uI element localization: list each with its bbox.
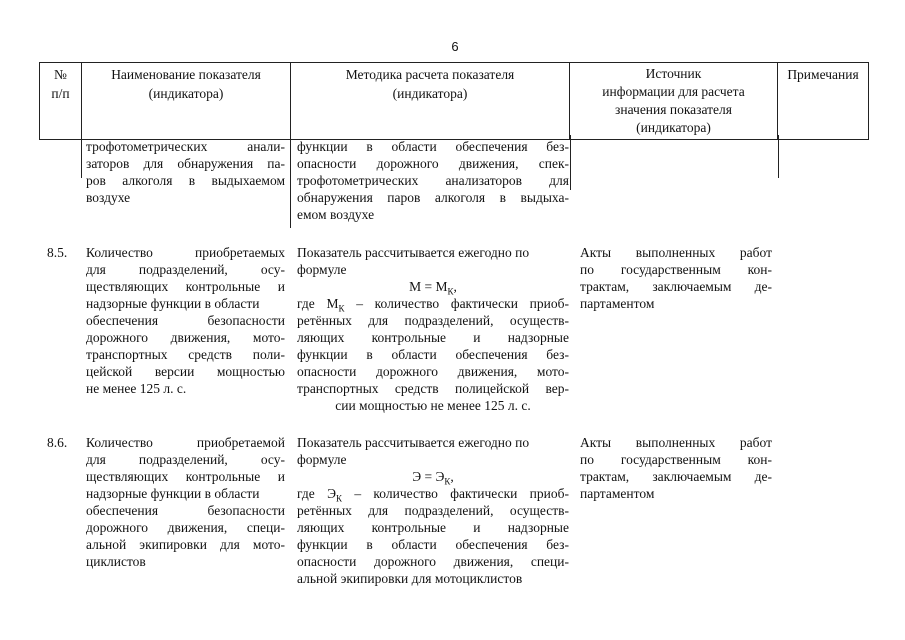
method-line: трофотометрических анализаторов для [297, 173, 569, 188]
method-definition [297, 295, 569, 312]
name-line: ществляющих контрольные и [86, 469, 285, 484]
name-line: обеспечения безопасности [86, 503, 285, 518]
formula-subscript: К [447, 286, 454, 297]
header-method-line: (индикатора) [392, 86, 468, 101]
source-line: по государственным кон- [580, 262, 772, 277]
row-number: 8.5. [47, 245, 68, 260]
continuation-name [86, 138, 285, 206]
method-line: функции в области обеспечения без- [297, 347, 569, 362]
method-line: функции в области обеспечения без- [297, 139, 569, 154]
formula-main: М = М [409, 279, 448, 294]
indicator-name [86, 244, 285, 397]
method-line: альной экипировки для мотоциклистов [297, 571, 523, 586]
page-number: 6 [451, 39, 459, 54]
definition-rest: – количество фактически приоб- [344, 296, 569, 311]
name-line: заторов для обнаружения па- [86, 156, 285, 171]
method-line: формуле [297, 262, 347, 277]
name-line: ществляющих контрольные и [86, 279, 285, 294]
name-line: обеспечения безопасности [86, 313, 285, 328]
name-line: альной экипировки для мото- [86, 537, 285, 552]
name-line: трофотометрических анали- [86, 139, 285, 154]
method-definition [297, 485, 569, 502]
row-number: 8.6. [47, 435, 68, 450]
formula [297, 468, 569, 485]
formula-suffix: , [450, 469, 454, 484]
indicator-name [86, 434, 285, 570]
header-note-label: Примечания [787, 67, 859, 82]
method-line: ляющих контрольные и надзорные [297, 330, 569, 345]
method-line: ляющих контрольные и надзорные [297, 520, 569, 535]
header-source-line: информации для расчета [602, 84, 745, 99]
info-source [580, 434, 772, 502]
source-line: партаментом [580, 486, 655, 501]
header-name-line: Наименование показателя [111, 67, 261, 82]
header-num-line: № [54, 67, 67, 82]
definition-subscript: К [335, 493, 342, 504]
name-line: дорожного движения, мото- [86, 330, 285, 345]
header-num-line: п/п [51, 86, 70, 101]
formula-subscript: К [444, 476, 451, 487]
method-line: функции в области обеспечения без- [297, 537, 569, 552]
source-line: партаментом [580, 296, 655, 311]
header-method-line: Методика расчета показателя [345, 67, 515, 82]
header-source-line: Источник [645, 66, 702, 81]
method-line: опасности дорожного движения, специ- [297, 554, 569, 569]
method-line: ретённых для подразделений, осуществ- [297, 503, 569, 518]
name-line: циклистов [86, 554, 146, 569]
method-line: опасности дорожного движения, мото- [297, 364, 569, 379]
method-line: Показатель рассчитывается ежегодно по [297, 435, 530, 450]
definition-prefix: где Э [297, 486, 336, 501]
formula [297, 278, 569, 295]
method-line: формуле [297, 452, 347, 467]
definition-rest: – количество фактически приоб- [342, 486, 569, 501]
definition-subscript: К [338, 303, 345, 314]
name-line: для подразделений, осу- [86, 452, 285, 467]
header-name-line: (индикатора) [148, 86, 224, 101]
method-line: ретённых для подразделений, осуществ- [297, 313, 569, 328]
continuation-method [297, 138, 569, 223]
source-line: трактам, заключаемым де- [580, 279, 772, 294]
name-line: ров алкоголя в выдыхаемом [86, 173, 285, 188]
name-line: дорожного движения, специ- [86, 520, 285, 535]
name-line: Количество приобретаемых [86, 245, 285, 260]
method-line: обнаружения паров алкоголя в выдыха- [297, 190, 569, 205]
name-line: надзорные функции в области [86, 296, 260, 311]
name-line: не менее 125 л. с. [86, 381, 187, 396]
formula-main: Э = Э [412, 469, 445, 484]
method-line: сии мощностью не менее 125 л. с. [335, 398, 531, 413]
method-line: опасности дорожного движения, спек- [297, 156, 569, 171]
calculation-method [297, 434, 569, 587]
method-line: Показатель рассчитывается ежегодно по [297, 245, 530, 260]
header-source-line: значения показателя [615, 102, 732, 117]
source-line: по государственным кон- [580, 452, 772, 467]
name-line: транспортных средств поли- [86, 347, 285, 362]
header-source-line: (индикатора) [636, 120, 711, 135]
method-line: емом воздухе [297, 207, 375, 222]
source-line: Акты выполненных работ [580, 435, 772, 450]
info-source [580, 244, 772, 312]
name-line: воздухе [86, 190, 131, 205]
name-line: Количество приобретаемой [86, 435, 285, 450]
name-line: для подразделений, осу- [86, 262, 285, 277]
calculation-method [297, 244, 569, 414]
source-line: трактам, заключаемым де- [580, 469, 772, 484]
name-line: надзорные функции в области [86, 486, 260, 501]
name-line: цейской версии мощностью [86, 364, 285, 379]
definition-prefix: где М [297, 296, 339, 311]
source-line: Акты выполненных работ [580, 245, 772, 260]
method-line: транспортных средств полицейской вер- [297, 381, 569, 396]
formula-suffix: , [453, 279, 457, 294]
